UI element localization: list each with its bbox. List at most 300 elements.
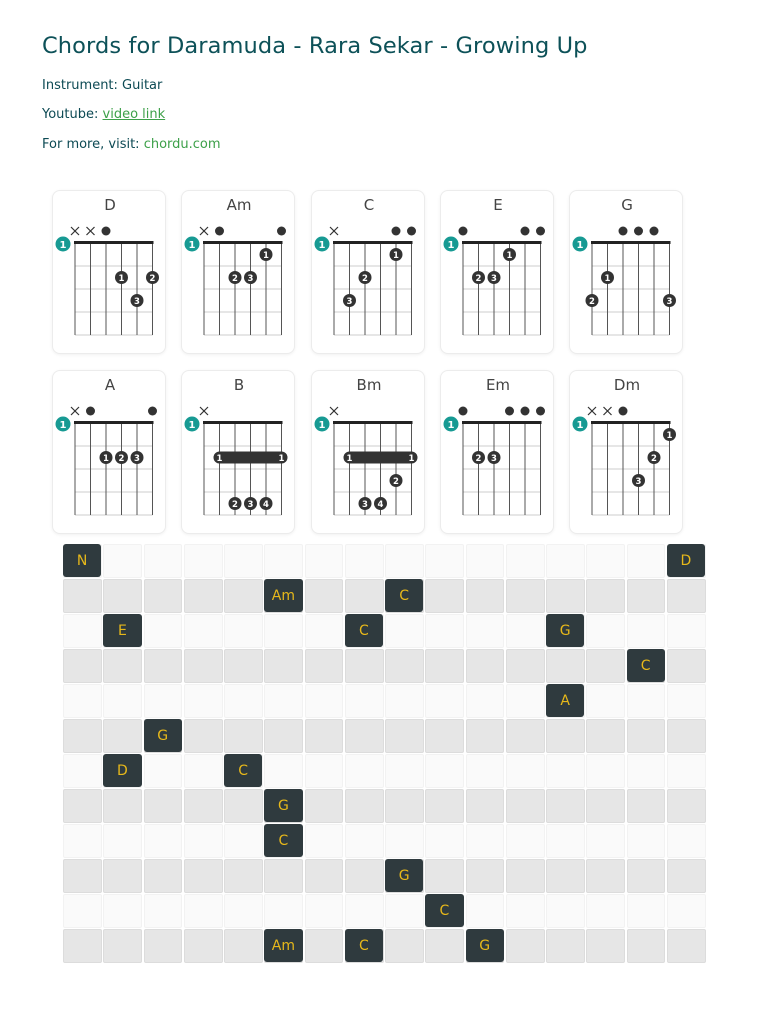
base-fret-number: 1 xyxy=(188,240,196,251)
grid-cell xyxy=(466,789,505,823)
chord-diagram xyxy=(182,191,296,355)
grid-cell xyxy=(305,544,344,578)
grid-cell xyxy=(385,894,424,928)
chord-diagram xyxy=(312,191,426,355)
finger-number: 1 xyxy=(604,274,611,284)
muted-string-marker xyxy=(330,227,338,235)
youtube-label: Youtube: xyxy=(42,107,103,122)
finger-number: 2 xyxy=(149,274,156,284)
grid-cell xyxy=(546,544,585,578)
base-fret-number: 1 xyxy=(59,420,67,431)
base-fret-number: 1 xyxy=(59,240,67,251)
grid-cell xyxy=(144,894,183,928)
open-string-marker xyxy=(277,227,286,236)
grid-cell xyxy=(627,719,666,753)
grid-cell xyxy=(466,824,505,858)
chord-name: B xyxy=(233,376,245,394)
finger-number: 3 xyxy=(491,274,497,284)
finger-number: 2 xyxy=(589,297,595,307)
grid-cell xyxy=(144,824,183,858)
chord-name: C xyxy=(363,196,375,214)
grid-cell xyxy=(305,614,344,648)
grid-cell xyxy=(224,789,263,823)
open-string-marker xyxy=(505,407,514,416)
grid-cell xyxy=(385,929,424,963)
chord-chip[interactable]: G xyxy=(546,614,584,647)
chord-chip[interactable]: E xyxy=(103,614,141,647)
open-string-marker xyxy=(619,227,628,236)
grid-cell xyxy=(627,789,666,823)
chord-chip[interactable]: A xyxy=(546,684,584,717)
chord-name: A xyxy=(104,376,116,394)
grid-cell xyxy=(305,929,344,963)
open-string-marker xyxy=(521,407,530,416)
grid-cell xyxy=(385,649,424,683)
open-string-marker xyxy=(459,407,468,416)
grid-cell xyxy=(345,649,384,683)
grid-cell xyxy=(144,859,183,893)
grid-cell xyxy=(506,929,545,963)
grid-cell xyxy=(586,614,625,648)
grid-cell xyxy=(345,859,384,893)
grid-cell xyxy=(305,754,344,788)
grid-cell xyxy=(345,894,384,928)
finger-number: 4 xyxy=(377,500,384,510)
grid-cell xyxy=(425,929,464,963)
chord-card xyxy=(311,190,425,354)
grid-cell xyxy=(264,894,303,928)
grid-cell xyxy=(466,579,505,613)
base-fret-number: 1 xyxy=(188,420,196,431)
finger-number: 3 xyxy=(635,477,642,487)
grid-cell xyxy=(586,929,625,963)
muted-string-marker xyxy=(87,227,95,235)
grid-cell xyxy=(586,684,625,718)
grid-cell xyxy=(144,754,183,788)
grid-cell xyxy=(627,894,666,928)
grid-cell xyxy=(103,824,142,858)
grid-cell xyxy=(144,929,183,963)
chord-diagram xyxy=(182,371,296,535)
grid-cell xyxy=(506,579,545,613)
grid-cell xyxy=(627,929,666,963)
chord-card xyxy=(181,190,295,354)
grid-cell xyxy=(264,754,303,788)
finger-number: 3 xyxy=(134,297,140,307)
chord-chip[interactable]: C xyxy=(627,649,665,682)
grid-cell xyxy=(627,859,666,893)
barre-finger-number: 1 xyxy=(216,454,223,464)
grid-cell xyxy=(586,824,625,858)
grid-cell xyxy=(264,649,303,683)
grid-cell xyxy=(546,789,585,823)
nut xyxy=(203,421,283,424)
muted-string-marker xyxy=(200,407,208,415)
page-title: Chords for Daramuda - Rara Sekar - Growing Up xyxy=(42,33,588,59)
finger-number: 1 xyxy=(118,274,125,284)
grid-cell xyxy=(144,789,183,823)
open-string-marker xyxy=(407,227,416,236)
grid-cell xyxy=(345,684,384,718)
grid-cell xyxy=(667,929,706,963)
muted-string-marker xyxy=(604,407,612,415)
grid-cell xyxy=(667,754,706,788)
grid-cell xyxy=(667,894,706,928)
finger-number: 1 xyxy=(393,251,399,261)
grid-cell xyxy=(667,719,706,753)
chordu-link[interactable]: chordu.com xyxy=(143,137,221,152)
video-link[interactable]: video link xyxy=(102,107,166,122)
grid-cell xyxy=(466,894,505,928)
finger-number: 2 xyxy=(362,274,368,284)
grid-cell xyxy=(385,719,424,753)
grid-cell xyxy=(345,719,384,753)
grid-cell xyxy=(184,544,223,578)
chord-diagram xyxy=(53,371,167,535)
nut xyxy=(203,241,283,244)
grid-cell xyxy=(627,614,666,648)
grid-cell xyxy=(667,824,706,858)
muted-string-marker xyxy=(71,407,79,415)
grid-cell xyxy=(264,614,303,648)
grid-cell xyxy=(305,649,344,683)
grid-cell xyxy=(667,579,706,613)
grid-cell xyxy=(184,614,223,648)
grid-cell xyxy=(184,579,223,613)
finger-number: 2 xyxy=(232,274,238,284)
grid-cell xyxy=(667,789,706,823)
chord-chip[interactable]: C xyxy=(224,754,262,787)
finger-number: 1 xyxy=(263,251,269,261)
grid-cell xyxy=(264,544,303,578)
grid-cell xyxy=(305,579,344,613)
finger-number: 2 xyxy=(475,274,482,284)
grid-cell xyxy=(425,789,464,823)
grid-cell xyxy=(506,859,545,893)
grid-cell xyxy=(466,859,505,893)
grid-cell xyxy=(184,789,223,823)
grid-cell xyxy=(63,929,102,963)
barre-finger-number: 1 xyxy=(346,454,353,464)
grid-cell xyxy=(63,719,102,753)
open-string-marker xyxy=(536,227,545,236)
grid-cell xyxy=(103,684,142,718)
grid-cell xyxy=(224,684,263,718)
barre-bar xyxy=(214,452,288,464)
grid-cell xyxy=(103,544,142,578)
chord-chip[interactable]: C xyxy=(345,614,383,647)
chord-name: Dm xyxy=(613,376,641,394)
grid-cell xyxy=(264,719,303,753)
grid-cell xyxy=(546,894,585,928)
finger-number: 2 xyxy=(232,500,238,510)
grid-cell xyxy=(63,614,102,648)
chord-chip[interactable]: C xyxy=(385,579,423,612)
grid-cell xyxy=(184,649,223,683)
grid-cell xyxy=(144,614,183,648)
base-fret-number: 1 xyxy=(576,420,584,431)
finger-number: 3 xyxy=(346,297,353,307)
grid-cell xyxy=(345,824,384,858)
grid-cell xyxy=(586,894,625,928)
grid-cell xyxy=(667,649,706,683)
chord-chip[interactable]: Am xyxy=(264,579,302,612)
grid-cell xyxy=(224,824,263,858)
instrument-line: Instrument: Guitar xyxy=(42,78,163,93)
grid-cell xyxy=(103,789,142,823)
finger-number: 2 xyxy=(118,454,125,464)
grid-cell xyxy=(63,824,102,858)
grid-cell xyxy=(586,789,625,823)
finger-number: 1 xyxy=(103,454,109,464)
grid-cell xyxy=(425,684,464,718)
chord-name: Bm xyxy=(356,376,382,394)
chord-diagram xyxy=(441,371,555,535)
grid-cell xyxy=(506,824,545,858)
chord-sheet-grid xyxy=(63,544,707,964)
grid-cell xyxy=(305,719,344,753)
chord-card xyxy=(52,190,166,354)
grid-cell xyxy=(184,684,223,718)
grid-cell xyxy=(546,859,585,893)
chord-chip[interactable]: C xyxy=(425,894,463,927)
grid-cell xyxy=(103,719,142,753)
grid-cell xyxy=(224,929,263,963)
nut xyxy=(462,241,542,244)
finger-number: 3 xyxy=(247,274,254,284)
grid-cell xyxy=(586,649,625,683)
grid-cell xyxy=(345,754,384,788)
grid-cell xyxy=(63,684,102,718)
finger-number: 1 xyxy=(506,251,513,261)
finger-number: 2 xyxy=(475,454,482,464)
grid-cell xyxy=(466,754,505,788)
grid-cell xyxy=(345,789,384,823)
chord-chip[interactable]: G xyxy=(385,859,423,892)
grid-cell xyxy=(546,754,585,788)
grid-cell xyxy=(586,859,625,893)
open-string-marker xyxy=(215,227,224,236)
open-string-marker xyxy=(148,407,157,416)
finger-number: 2 xyxy=(393,477,399,487)
nut xyxy=(591,421,671,424)
grid-cell xyxy=(144,684,183,718)
grid-cell xyxy=(466,649,505,683)
grid-cell xyxy=(667,859,706,893)
finger-number: 1 xyxy=(666,431,673,441)
grid-cell xyxy=(506,544,545,578)
grid-cell xyxy=(627,684,666,718)
chord-card xyxy=(52,370,166,534)
open-string-marker xyxy=(521,227,530,236)
barre-bar xyxy=(344,452,418,464)
grid-cell xyxy=(385,824,424,858)
chord-chip[interactable]: G xyxy=(264,789,302,822)
grid-cell xyxy=(103,859,142,893)
chord-card xyxy=(311,370,425,534)
grid-cell xyxy=(224,544,263,578)
chord-card xyxy=(440,370,554,534)
grid-cell xyxy=(305,684,344,718)
chord-chip[interactable]: N xyxy=(63,544,101,577)
base-fret-number: 1 xyxy=(318,240,326,251)
chord-diagram xyxy=(570,191,684,355)
finger-number: 3 xyxy=(134,454,140,464)
chord-card xyxy=(181,370,295,534)
grid-cell xyxy=(627,544,666,578)
grid-cell xyxy=(506,649,545,683)
grid-cell xyxy=(425,824,464,858)
chord-card xyxy=(569,370,683,534)
grid-cell xyxy=(224,719,263,753)
grid-cell xyxy=(345,579,384,613)
open-string-marker xyxy=(459,227,468,236)
open-string-marker xyxy=(86,407,95,416)
grid-cell xyxy=(224,859,263,893)
grid-cell xyxy=(546,579,585,613)
youtube-line xyxy=(42,107,165,122)
grid-cell xyxy=(586,579,625,613)
grid-cell xyxy=(63,579,102,613)
grid-cell xyxy=(264,859,303,893)
base-fret-number: 1 xyxy=(447,240,455,251)
chord-chip[interactable]: G xyxy=(466,929,504,962)
grid-cell xyxy=(224,614,263,648)
chord-diagram xyxy=(441,191,555,355)
grid-cell xyxy=(224,894,263,928)
base-fret-number: 1 xyxy=(447,420,455,431)
nut xyxy=(462,421,542,424)
grid-cell xyxy=(627,754,666,788)
grid-cell xyxy=(103,929,142,963)
muted-string-marker xyxy=(330,407,338,415)
grid-cell xyxy=(506,894,545,928)
grid-cell xyxy=(184,824,223,858)
grid-cell xyxy=(305,789,344,823)
finger-number: 3 xyxy=(491,454,497,464)
finger-number: 4 xyxy=(263,500,269,510)
grid-cell xyxy=(627,579,666,613)
grid-cell xyxy=(385,544,424,578)
grid-cell xyxy=(627,824,666,858)
chord-chip[interactable]: C xyxy=(345,929,383,962)
chord-chip[interactable]: D xyxy=(667,544,705,577)
chord-name: D xyxy=(104,196,116,214)
grid-cell xyxy=(224,649,263,683)
grid-cell xyxy=(425,719,464,753)
grid-cell xyxy=(345,544,384,578)
grid-cell xyxy=(586,544,625,578)
finger-number: 2 xyxy=(651,454,657,464)
base-fret-number: 1 xyxy=(318,420,326,431)
chord-name: E xyxy=(493,196,503,214)
chord-name: Am xyxy=(226,196,252,214)
grid-cell xyxy=(385,754,424,788)
nut xyxy=(333,421,413,424)
open-string-marker xyxy=(102,227,111,236)
open-string-marker xyxy=(634,227,643,236)
chord-diagram xyxy=(312,371,426,535)
muted-string-marker xyxy=(200,227,208,235)
grid-cell xyxy=(264,684,303,718)
grid-cell xyxy=(184,859,223,893)
grid-cell xyxy=(184,894,223,928)
grid-cell xyxy=(586,719,625,753)
grid-cell xyxy=(425,544,464,578)
grid-cell xyxy=(506,789,545,823)
grid-cell xyxy=(385,614,424,648)
grid-cell xyxy=(425,649,464,683)
open-string-marker xyxy=(619,407,628,416)
grid-cell xyxy=(667,684,706,718)
grid-cell xyxy=(144,544,183,578)
muted-string-marker xyxy=(588,407,596,415)
chord-name: Em xyxy=(485,376,511,394)
grid-cell xyxy=(385,684,424,718)
grid-cell xyxy=(425,579,464,613)
grid-cell xyxy=(103,649,142,683)
grid-cell xyxy=(144,579,183,613)
finger-number: 3 xyxy=(666,297,673,307)
chord-diagram xyxy=(53,191,167,355)
grid-cell xyxy=(305,824,344,858)
chord-card xyxy=(569,190,683,354)
finger-number: 3 xyxy=(247,500,254,510)
open-string-marker xyxy=(650,227,659,236)
grid-cell xyxy=(184,719,223,753)
more-line xyxy=(42,137,221,152)
barre-finger-number: 1 xyxy=(408,454,415,464)
chord-name: G xyxy=(621,196,633,214)
grid-cell xyxy=(546,719,585,753)
grid-cell xyxy=(305,859,344,893)
grid-cell xyxy=(63,754,102,788)
grid-cell xyxy=(466,684,505,718)
chord-chip[interactable]: C xyxy=(264,824,302,857)
grid-cell xyxy=(506,614,545,648)
grid-cell xyxy=(224,579,263,613)
nut xyxy=(74,241,154,244)
grid-cell xyxy=(184,754,223,788)
grid-cell xyxy=(425,859,464,893)
grid-cell xyxy=(385,789,424,823)
grid-cell xyxy=(63,894,102,928)
nut xyxy=(74,421,154,424)
grid-cell xyxy=(466,544,505,578)
chord-chip[interactable]: G xyxy=(144,719,182,752)
open-string-marker xyxy=(392,227,401,236)
grid-cell xyxy=(184,929,223,963)
grid-cell xyxy=(506,684,545,718)
grid-cell xyxy=(425,614,464,648)
grid-cell xyxy=(466,719,505,753)
base-fret-number: 1 xyxy=(576,240,584,251)
chord-card xyxy=(440,190,554,354)
grid-cell xyxy=(667,614,706,648)
grid-cell xyxy=(546,929,585,963)
grid-cell xyxy=(305,894,344,928)
grid-cell xyxy=(63,789,102,823)
chord-chip[interactable]: Am xyxy=(264,929,302,962)
grid-cell xyxy=(63,649,102,683)
chord-chip[interactable]: D xyxy=(103,754,141,787)
grid-cell xyxy=(103,894,142,928)
grid-cell xyxy=(63,859,102,893)
nut xyxy=(333,241,413,244)
chord-diagram xyxy=(570,371,684,535)
grid-cell xyxy=(546,649,585,683)
grid-cell xyxy=(425,754,464,788)
